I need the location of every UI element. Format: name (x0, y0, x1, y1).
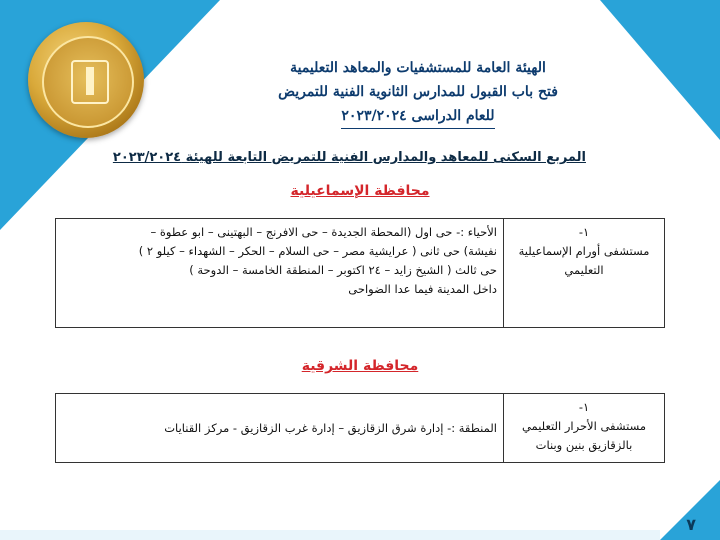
areas-cell (56, 219, 504, 328)
hospital-name: مستشفى الأحرار التعليمي بالزقازيق بنين وبنات (521, 419, 647, 452)
table-row (56, 219, 665, 328)
governorate-title-sharqia: محافظة الشرقية (301, 358, 419, 374)
areas-line: نفيشة) حى ثانى ( عرايشية مصر – حى السلام – الحكر – الشهداء – كيلو ٢ ) (138, 244, 497, 258)
governorate-title-ismailia: محافظة الإسماعيلية (290, 183, 430, 199)
areas-line: المنطقة :- إدارة شرق الزقازيق – إدارة غرب الزقازيق - مركز القنايات (164, 420, 497, 435)
table-sharqia (55, 393, 665, 463)
table-ismailia (55, 218, 665, 328)
areas-cell (56, 394, 504, 463)
organization-seal-logo (28, 22, 144, 138)
header-line-3: للعام الدراسى ٢٠٢٣/٢٠٢٤ (341, 104, 494, 129)
header-line-1: الهيئة العامة للمستشفيات والمعاهد التعليمية (290, 60, 546, 76)
document-subtitle: المربع السكنى للمعاهد والمدارس الفنية للتمريض التابعة للهيئة ٢٠٢٣/٢٠٢٤ (112, 150, 586, 165)
hospital-cell (504, 219, 665, 328)
areas-line: حى ثالث ( الشيخ زايد – ٢٤ اكتوبر – المنطقة الخامسة – الدوحة ) (189, 263, 497, 277)
header-line-2: فتح باب القبول للمدارس الثانوية الفنية للتمريض (278, 84, 558, 100)
seal-inner-ring (42, 36, 134, 128)
corner-decoration-top-right (600, 0, 720, 140)
row-number: ١- (578, 400, 590, 414)
document-header (180, 56, 610, 129)
page-number: ٧ (686, 515, 696, 534)
bottom-bar (0, 530, 660, 540)
table-row (56, 394, 665, 463)
hospital-cell (504, 394, 665, 463)
row-number: ١- (578, 225, 590, 239)
areas-line: داخل المدينة فيما عدا الضواحى (348, 282, 497, 296)
hospital-name: مستشفى أورام الإسماعيلية التعليمي (518, 244, 650, 277)
seal-emblem-icon (71, 60, 109, 104)
areas-line: الأحياء :- حى اول (المحطة الجديدة – حى الافرنج – البهتينى – ابو عطوة – (150, 225, 497, 239)
